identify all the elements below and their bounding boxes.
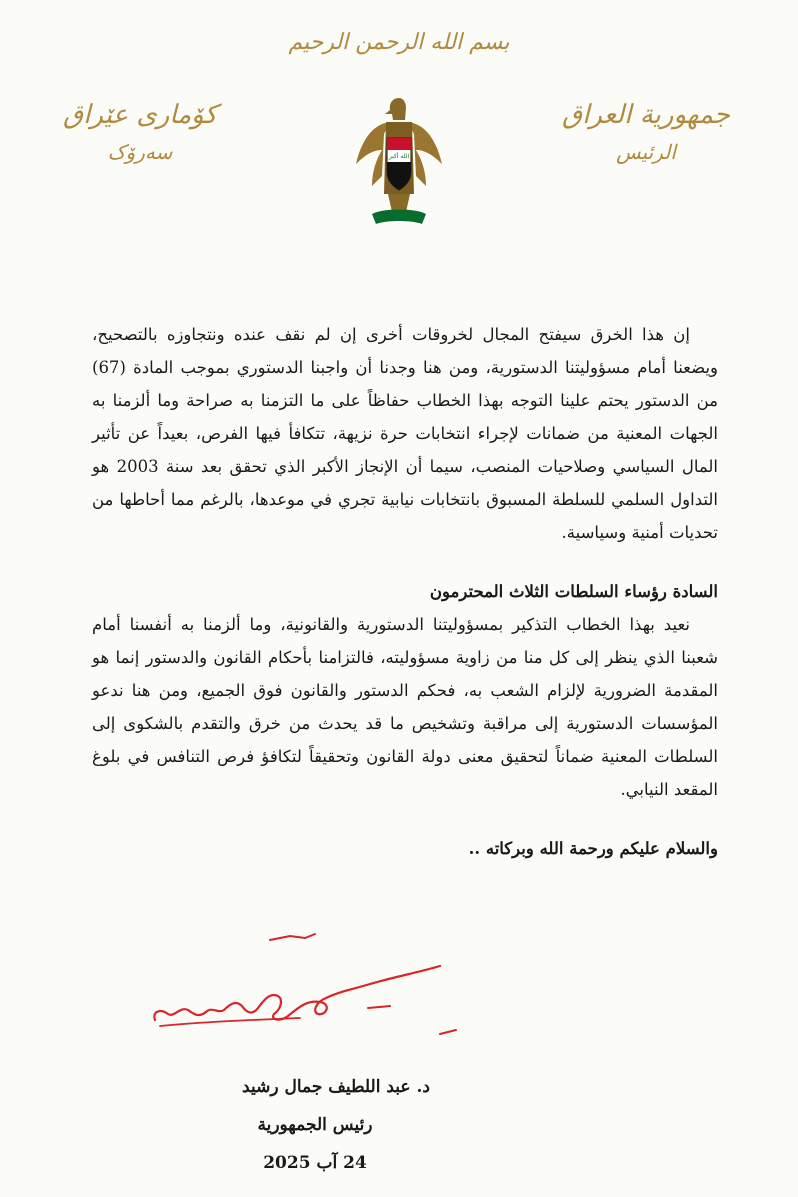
letterhead-kurdish [40,100,240,164]
signatory-block [200,1068,430,1182]
salutation-heading: السادة رؤساء السلطات الثلاث المحترمون [429,582,718,601]
letterhead-kurdish-president-label: سەرۆک [107,140,173,164]
letterhead-republic-title: جمهورية العراق [562,100,730,130]
letterhead-arabic [546,100,746,164]
letterhead-president-label: الرئيس [616,140,676,164]
letter-date: 24 آب 2025 [263,1153,367,1173]
closing-greeting: والسلام عليكم ورحمة الله وبركاته .. [468,839,718,858]
letterhead-kurdish-republic-title: كۆماری عێراق [63,100,217,130]
body-paragraph-2: نعيد بهذا الخطاب التذكير بمسؤوليتنا الدستورية والقانونية، وما ألزمنا به أنفسنا أمام شعبنا الذي ينظر إلى كل منا من زاوية مسؤوليته، فالتزامنا بأحكام القانون والدستور إنما هو المقدمة الضرورية لإلزام الشعب به، فحكم الدستور والقانون فوق الجميع، ومن هنا ندعو المؤسسات الدستورية إلى مراقبة وتشخيص ما قد يحدث من خرق والتقدم بالشكوى إلى السلطات المعنية ضماناً لتحقيق معنى دولة القانون وتحقيقاً لتكافؤ فرص التنافس في بلوغ المقعد النيابي. [92,615,718,799]
body-paragraph-1: إن هذا الخرق سيفتح المجال لخروقات أخرى إن لم نقف عنده ونتجاوزه بالتصحيح، ويضعنا أمام مسؤوليتنا الدستورية، ومن هنا وجدنا أن واجبنا الدستوري بموجب المادة (67) من الدستور يحتم علينا التوجه بهذا الخطاب حفاظاً على ما التزمنا به صراحة وما ألزمنا به الجهات المعنية من ضمانات لإجراء انتخابات حرة نزيهة، تتكافأ فيها الفرص، بعيداً عن تأثير المال السياسي وصلاحيات المنصب، سيما أن الإنجاز الأكبر الذي تحقق بعد سنة 2003 هو التداول السلمي للسلطة المسبوق بانتخابات نيابية تجري في موعدها، بالرغم مما أحاطها من تحديات أمنية وسياسية. [92,325,718,542]
handwritten-signature [140,930,460,1040]
svg-text:الله أكبر: الله أكبر [388,153,410,160]
iraq-eagle-emblem-icon [352,94,446,234]
basmala-calligraphy: بسم الله الرحمن الرحيم [288,30,510,55]
signatory-title: رئيس الجمهورية [257,1115,373,1135]
signatory-name: د. عبد اللطيف جمال رشيد [242,1077,430,1097]
letter-body [92,318,718,865]
